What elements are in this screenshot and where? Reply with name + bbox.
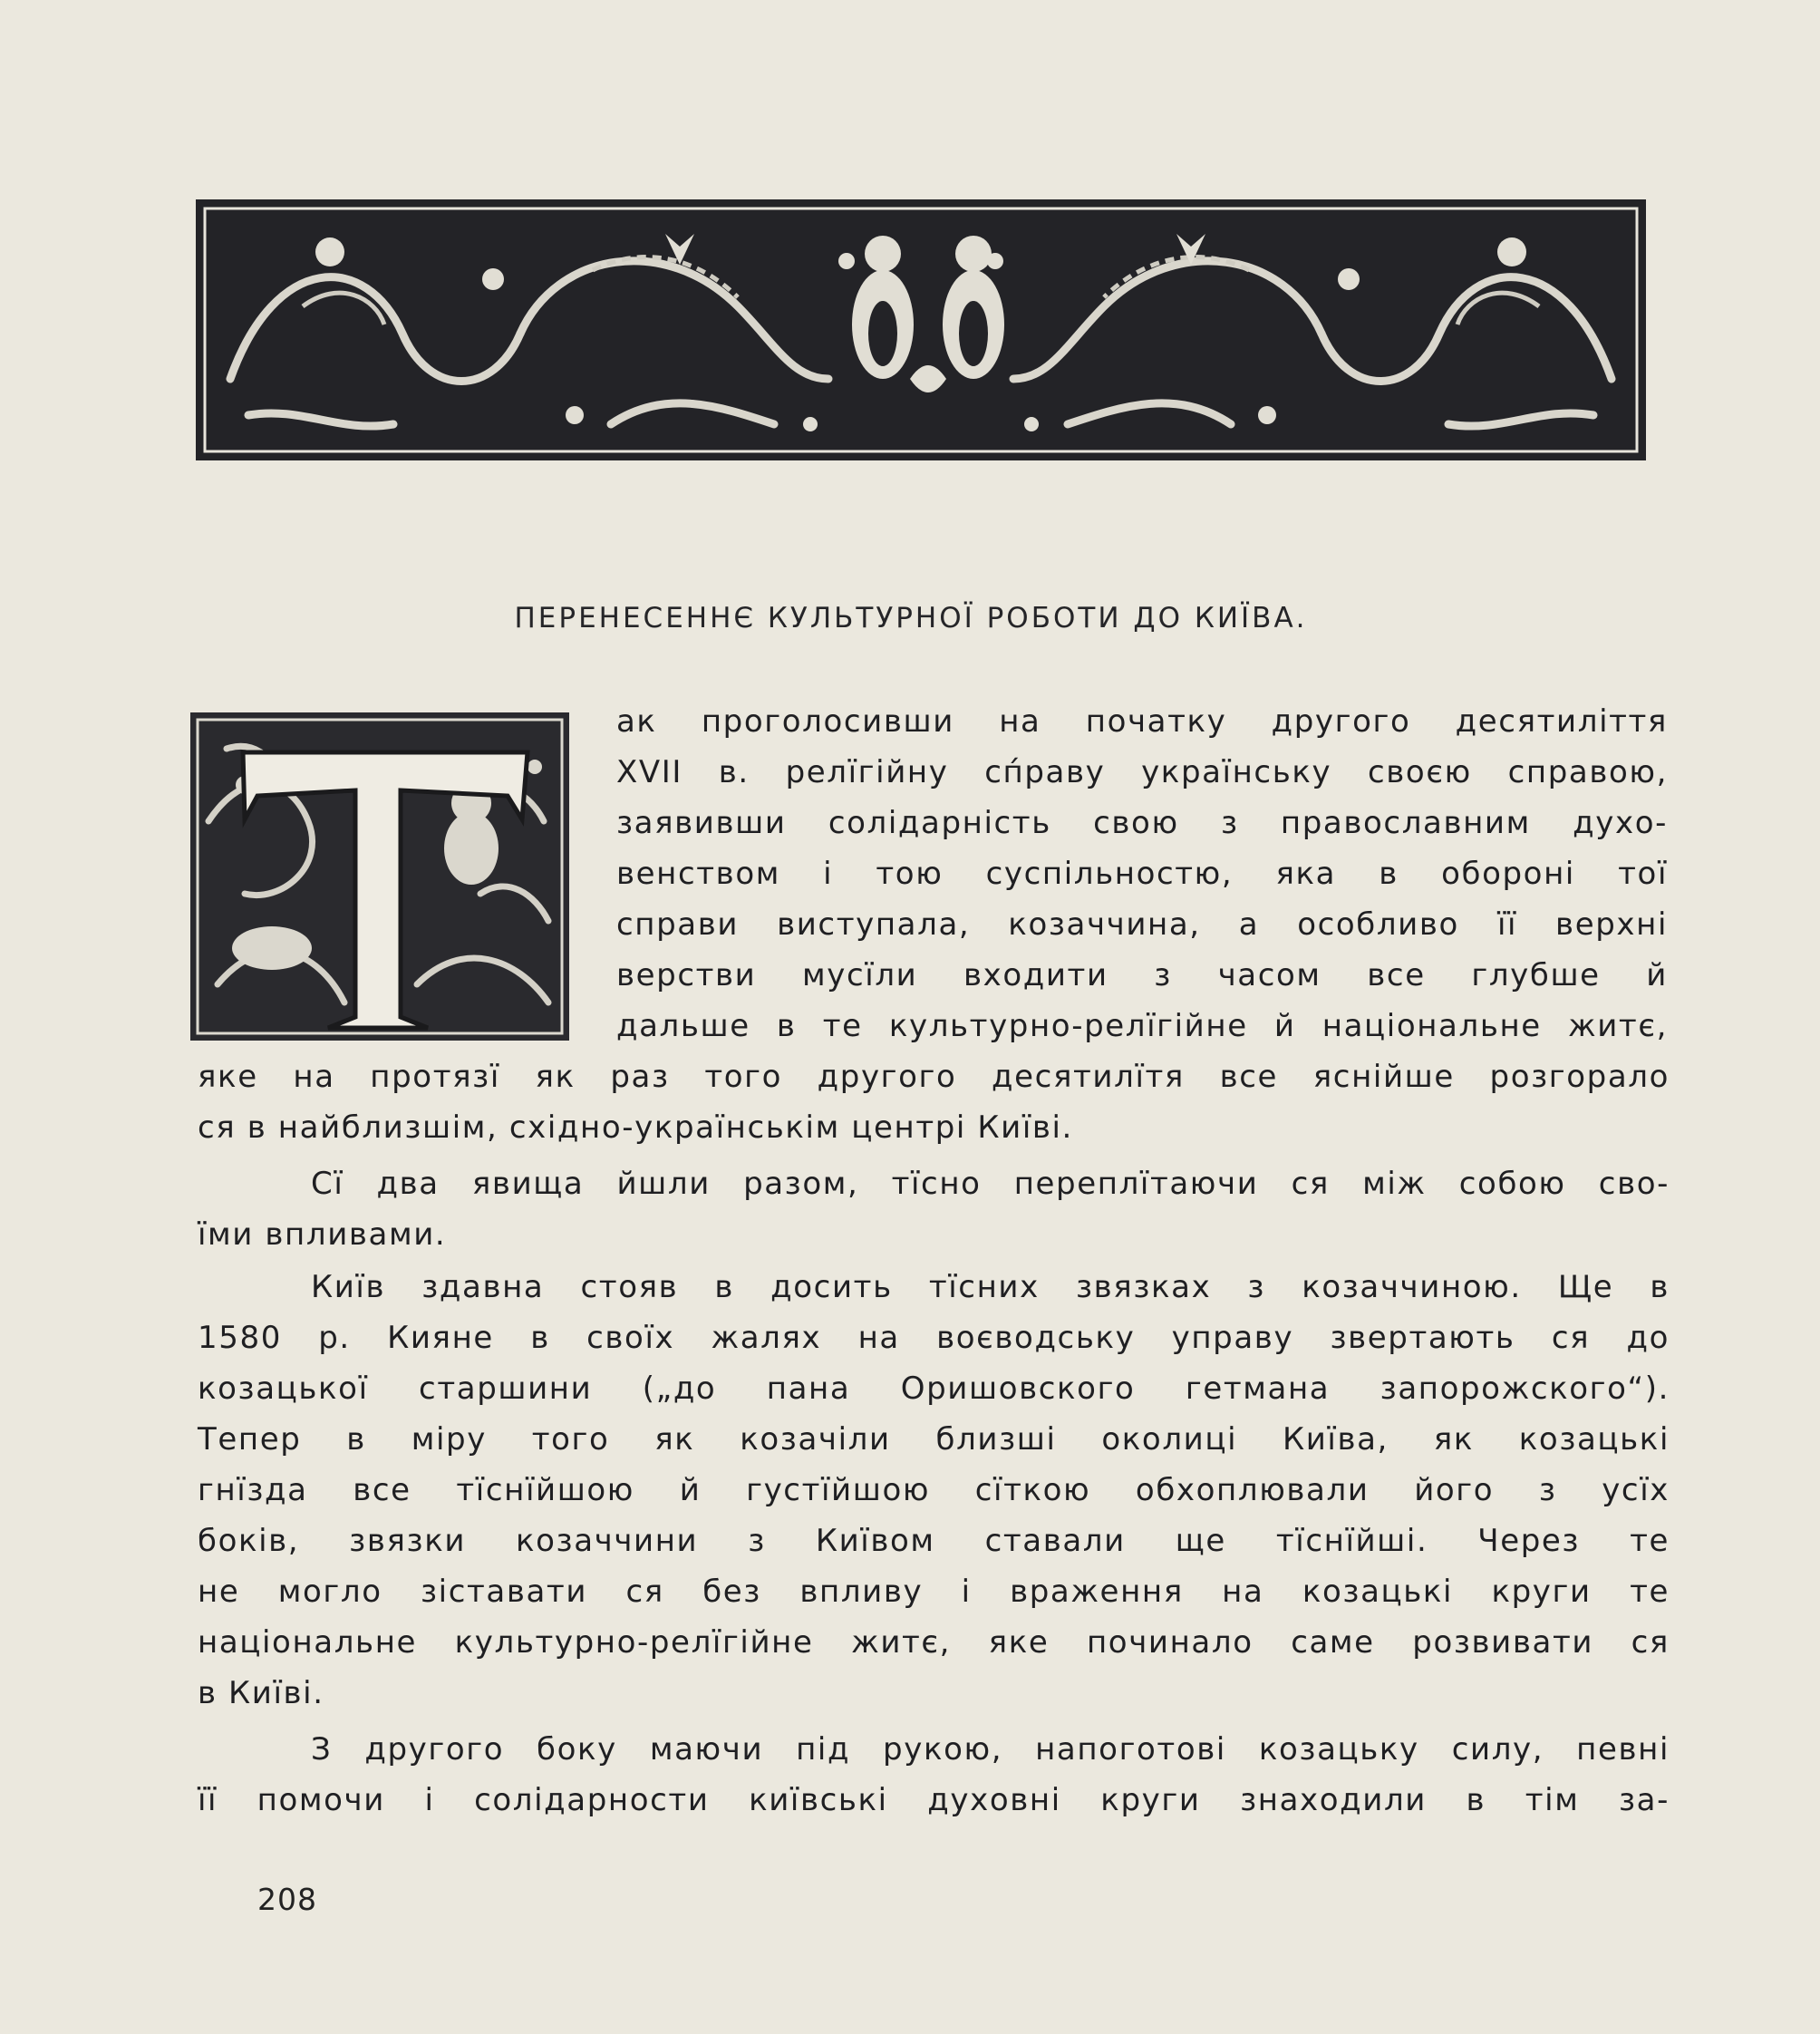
text-line: ак проголосивши на початку другого десятиліття [616, 703, 1668, 740]
text-line: заявивши солідарність свою з православним духо- [616, 805, 1668, 841]
text-line: національне культурно-релїгійне житє, яке починало саме розвивати ся [198, 1624, 1670, 1661]
text-line: дальше в те культурно-релїгійне й національне житє, [616, 1008, 1668, 1044]
text-line: їми впливами. [198, 1216, 447, 1253]
text-line: XVII в. релїгійну сп́раву українську своєю справою, [616, 754, 1668, 790]
text-line: в Київі. [198, 1675, 324, 1711]
text-line: З другого боку маючи під рукою, напоготові козацьку силу, певні [311, 1731, 1670, 1768]
text-line: козацької старшини („до пана Оришовского гетмана запорожского“). [198, 1371, 1670, 1407]
text-line: її помочи і солідарности київські духовні круги знаходили в тім за- [198, 1782, 1670, 1818]
text-line: ся в найблизшім, східно-українськім центрі Київі. [198, 1109, 1073, 1146]
decorated-initial [190, 712, 569, 1041]
chapter-title: ПЕРЕНЕСЕННЄ КУЛЬТУРНОЇ РОБОТИ ДО КИЇВА. [514, 602, 1308, 634]
text-line: Київ здавна стояв в досить тїсних звязках з козаччиною. Ще в [311, 1269, 1670, 1305]
text-line: Сї два явища йшли разом, тїсно переплїтаючи ся між собою сво- [311, 1166, 1670, 1202]
text-line: верстви мусїли входити з часом все глубше й [616, 957, 1668, 993]
text-line: венством і тою суспільностю, яка в обороні тої [616, 856, 1668, 892]
text-line: не могло зіставати ся без впливу і враження на козацькі круги те [198, 1574, 1670, 1610]
page-number: 208 [257, 1882, 317, 1917]
text-line: гнїзда все тїснїйшою й густїйшою сїткою обхоплювали його з усїх [198, 1472, 1670, 1508]
text-line: справи виступала, козаччина, а особливо її верхні [616, 906, 1668, 943]
ornamental-headpiece [194, 198, 1648, 462]
text-line: Тепер в міру того як козачіли близші околиці Київа, як козацькі [198, 1421, 1670, 1458]
text-line: 1580 р. Кияне в своїх жалях на воєводську управу звертають ся до [198, 1320, 1670, 1356]
text-line: яке на протязї як раз того другого десятилїтя все яснійше розгорало [198, 1059, 1670, 1095]
text-line: боків, звязки козаччини з Київом ставали ще тїснїйші. Через те [198, 1523, 1670, 1559]
